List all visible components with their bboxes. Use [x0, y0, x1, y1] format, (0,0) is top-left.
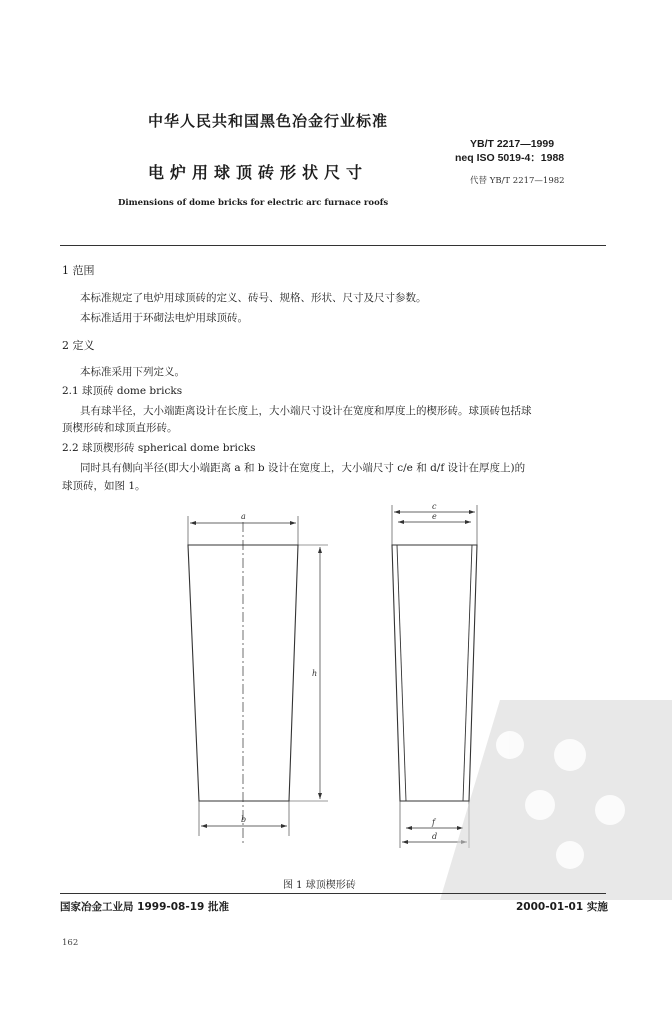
- org-title: 中华人民共和国黑色冶金行业标准: [148, 112, 389, 130]
- section-2-heading: 2 定义: [62, 339, 95, 352]
- definition-2-1-heading: 2.1 球顶砖 dome bricks: [62, 385, 183, 397]
- effective-date: 2000-01-01 实施: [516, 901, 608, 913]
- bottom-rule: [60, 893, 606, 894]
- watermark-stamp: [440, 695, 672, 900]
- standard-number: YB/T 2217—1999: [470, 138, 555, 150]
- dim-b-label: b: [241, 815, 247, 824]
- section-2-intro: 本标准采用下列定义。: [80, 366, 185, 378]
- definition-2-2-line-1: 同时具有侧向半径(即大小端距离 a 和 b 设计在宽度上，大小端尺寸 c/e 和 d/f 设计在厚度上)的: [80, 462, 526, 474]
- equivalent-standard: neq ISO 5019-4：1988: [455, 152, 565, 164]
- replaces-note: 代替 YB/T 2217—1982: [470, 176, 565, 186]
- figure-caption: 图 1 球顶楔形砖: [283, 880, 356, 891]
- dim-e-label: e: [432, 512, 437, 521]
- dim-f-label: f: [432, 818, 435, 827]
- dim-h-label: h: [312, 669, 318, 678]
- dim-c-label: c: [432, 502, 437, 511]
- dim-d-label: d: [432, 832, 438, 841]
- definition-2-1-line-1: 具有球半径，大小端距离设计在长度上，大小端尺寸设计在宽度和厚度上的楔形砖。球顶砖包括球: [80, 405, 532, 417]
- definition-2-2-heading: 2.2 球顶楔形砖 spherical dome bricks: [62, 442, 256, 454]
- section-1-heading: 1 范围: [62, 264, 95, 277]
- definition-2-1-line-2: 顶楔形砖和球顶直形砖。: [62, 422, 178, 434]
- document-title: 电炉用球顶砖形状尺寸: [148, 163, 369, 182]
- dim-a-label: a: [241, 512, 246, 521]
- english-title: Dimensions of dome bricks for electric arc furnace roofs: [118, 198, 389, 208]
- section-1-line-2: 本标准适用于环砌法电炉用球顶砖。: [80, 312, 248, 324]
- section-1-line-1: 本标准规定了电炉用球顶砖的定义、砖号、规格、形状、尺寸及尺寸参数。: [80, 292, 427, 304]
- page-number: 162: [62, 938, 79, 948]
- issuer-approval: 国家冶金工业局 1999-08-19 批准: [60, 901, 229, 913]
- definition-2-2-line-2: 球顶砖，如图 1。: [62, 480, 146, 492]
